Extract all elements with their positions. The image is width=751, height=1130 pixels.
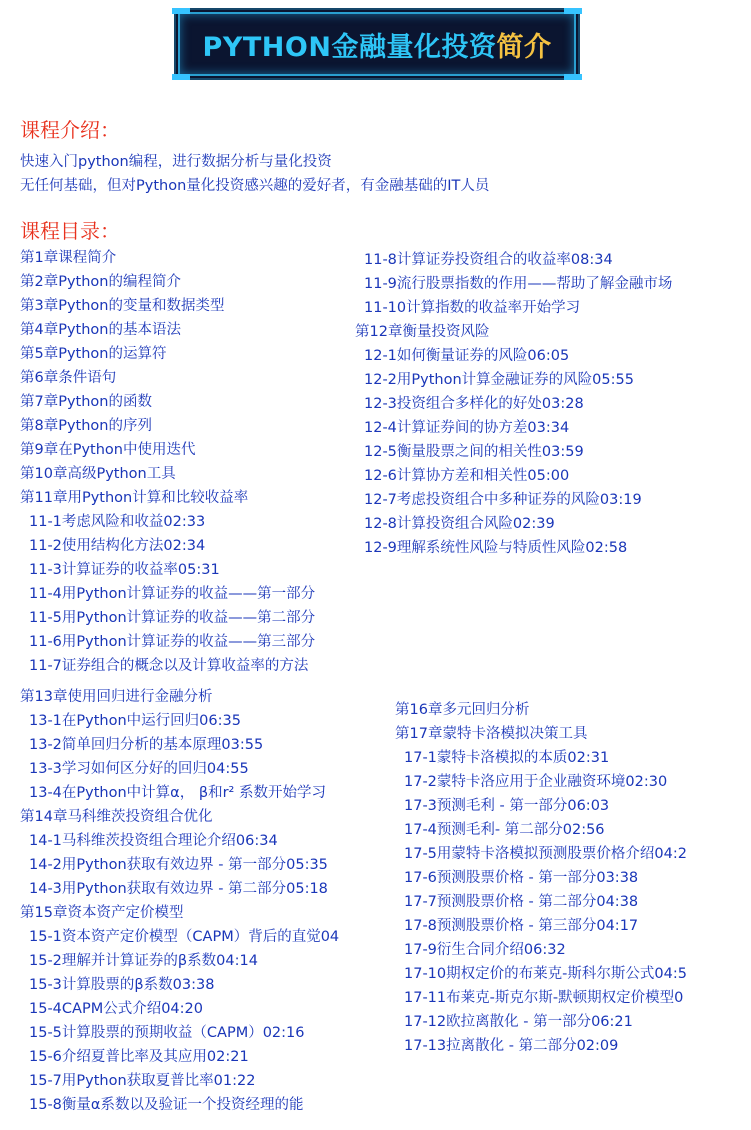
- lesson-item: 13-3学习如何区分好的回归04:55: [29, 761, 249, 777]
- lesson-item: 11-8计算证券投资组合的收益率08:34: [364, 252, 613, 268]
- lesson-item: 15-3计算股票的β系数03:38: [29, 977, 215, 993]
- lesson-item: 13-4在Python中计算α， β和r² 系数开始学习: [29, 785, 326, 801]
- title-banner: [178, 12, 576, 76]
- intro-line-2: 无任何基础，但对Python量化投资感兴趣的爱好者，有金融基础的IT人员: [20, 178, 490, 194]
- lesson-item: 12-4计算证券间的协方差03:34: [364, 420, 570, 436]
- lesson-item: 11-2使用结构化方法02:34: [29, 538, 206, 554]
- lesson-item: 12-7考虑投资组合中多种证券的风险03:19: [364, 492, 642, 508]
- lesson-item: 14-1马科维茨投资组合理论介绍06:34: [29, 833, 278, 849]
- lesson-item: 17-7预测股票价格 - 第二部分04:38: [404, 894, 639, 910]
- banner-corner-decoration: [564, 74, 582, 80]
- lesson-item: 11-1考虑风险和收益02:33: [29, 514, 206, 530]
- lesson-item: 12-1如何衡量证券的风险06:05: [364, 348, 570, 364]
- catalog-column-top-right: [355, 248, 751, 560]
- catalog-column-bottom-left: [20, 685, 384, 1117]
- lesson-item: 17-3预测毛利 - 第一部分06:03: [404, 798, 610, 814]
- lesson-item: 13-2简单回归分析的基本原理03:55: [29, 737, 264, 753]
- lesson-item: 17-9衍生合同介绍06:32: [404, 942, 566, 958]
- lesson-item: 15-2理解并计算证券的β系数04:14: [29, 953, 258, 969]
- lesson-item: 17-1蒙特卡洛模拟的本质02:31: [404, 750, 610, 766]
- chapter-item: 第3章Python的变量和数据类型: [20, 298, 225, 314]
- chapter-item: 第15章资本资产定价模型: [20, 905, 184, 921]
- lesson-item: 11-3计算证券的收益率05:31: [29, 562, 220, 578]
- lesson-item: 12-3投资组合多样化的好处03:28: [364, 396, 584, 412]
- banner-title: [203, 25, 552, 64]
- catalog-column-bottom-right: [395, 698, 751, 1058]
- chapter-item: 第9章在Python中使用迭代: [20, 442, 196, 458]
- lesson-item: 11-7证券组合的概念以及计算收益率的方法: [29, 658, 309, 674]
- lesson-item: 15-1资本资产定价模型（CAPM）背后的直觉04: [29, 929, 340, 945]
- lesson-item: 11-5用Python计算证券的收益——第二部分: [29, 610, 316, 626]
- lesson-item: 11-10计算指数的收益率开始学习: [364, 300, 581, 316]
- lesson-item: 12-9理解系统性风险与特质性风险02:58: [364, 540, 628, 556]
- chapter-item: 第11章用Python计算和比较收益率: [20, 490, 249, 506]
- lesson-item: 15-8衡量α系数以及验证一个投资经理的能: [29, 1097, 304, 1113]
- lesson-item: 17-12欧拉离散化 - 第一部分06:21: [404, 1014, 633, 1030]
- lesson-item: 12-8计算投资组合风险02:39: [364, 516, 555, 532]
- banner-title-highlight: 简介: [496, 31, 552, 63]
- chapter-item: 第13章使用回归进行金融分析: [20, 689, 213, 705]
- catalog-column-top-left: [20, 246, 370, 678]
- chapter-item: 第2章Python的编程简介: [20, 274, 181, 290]
- intro-heading: 课程介绍：: [20, 118, 120, 142]
- lesson-item: 15-5计算股票的预期收益（CAPM）02:16: [29, 1025, 305, 1041]
- chapter-item: 第17章蒙特卡洛模拟决策工具: [395, 726, 588, 742]
- lesson-item: 15-7用Python获取夏普比率01:22: [29, 1073, 256, 1089]
- lesson-item: 15-6介绍夏普比率及其应用02:21: [29, 1049, 249, 1065]
- catalog-heading: 课程目录：: [20, 219, 120, 243]
- lesson-item: 14-2用Python获取有效边界 - 第一部分05:35: [29, 857, 328, 873]
- lesson-item: 11-9流行股票指数的作用——帮助了解金融市场: [364, 276, 673, 292]
- lesson-item: 14-3用Python获取有效边界 - 第二部分05:18: [29, 881, 328, 897]
- lesson-item: 17-6预测股票价格 - 第一部分03:38: [404, 870, 639, 886]
- lesson-item: 17-8预测股票价格 - 第三部分04:17: [404, 918, 639, 934]
- lesson-item: 11-6用Python计算证券的收益——第三部分: [29, 634, 316, 650]
- chapter-item: 第6章条件语句: [20, 370, 117, 386]
- chapter-item: 第1章课程简介: [20, 250, 117, 266]
- lesson-item: 17-13拉离散化 - 第二部分02:09: [404, 1038, 619, 1054]
- chapter-item: 第4章Python的基本语法: [20, 322, 181, 338]
- lesson-item: 12-6计算协方差和相关性05:00: [364, 468, 570, 484]
- lesson-item: 15-4CAPM公式介绍04:20: [29, 1001, 203, 1017]
- lesson-item: 11-4用Python计算证券的收益——第一部分: [29, 586, 316, 602]
- banner-corner-decoration: [172, 74, 190, 80]
- chapter-item: 第16章多元回归分析: [395, 702, 530, 718]
- chapter-item: 第10章高级Python工具: [20, 466, 176, 482]
- chapter-item: 第12章衡量投资风险: [355, 324, 490, 340]
- banner-title-main: PYTHON金融量化投资: [202, 31, 497, 63]
- lesson-item: 17-2蒙特卡洛应用于企业融资环境02:30: [404, 774, 668, 790]
- lesson-item: 17-10期权定价的布莱克-斯科尔斯公式04:5: [404, 966, 687, 982]
- lesson-item: 17-4预测毛利- 第二部分02:56: [404, 822, 605, 838]
- banner-corner-decoration: [564, 8, 582, 14]
- lesson-item: 17-11布莱克-斯克尔斯-默顿期权定价模型0: [404, 990, 684, 1006]
- intro-line-1: 快速入门python编程，进行数据分析与量化投资: [20, 154, 332, 170]
- chapter-item: 第14章马科维茨投资组合优化: [20, 809, 213, 825]
- lesson-item: 13-1在Python中运行回归06:35: [29, 713, 241, 729]
- lesson-item: 12-5衡量股票之间的相关性03:59: [364, 444, 584, 460]
- chapter-item: 第5章Python的运算符: [20, 346, 167, 362]
- chapter-item: 第7章Python的函数: [20, 394, 152, 410]
- banner-corner-decoration: [172, 8, 190, 14]
- lesson-item: 17-5用蒙特卡洛模拟预测股票价格介绍04:2: [404, 846, 687, 862]
- lesson-item: 12-2用Python计算金融证券的风险05:55: [364, 372, 634, 388]
- chapter-item: 第8章Python的序列: [20, 418, 152, 434]
